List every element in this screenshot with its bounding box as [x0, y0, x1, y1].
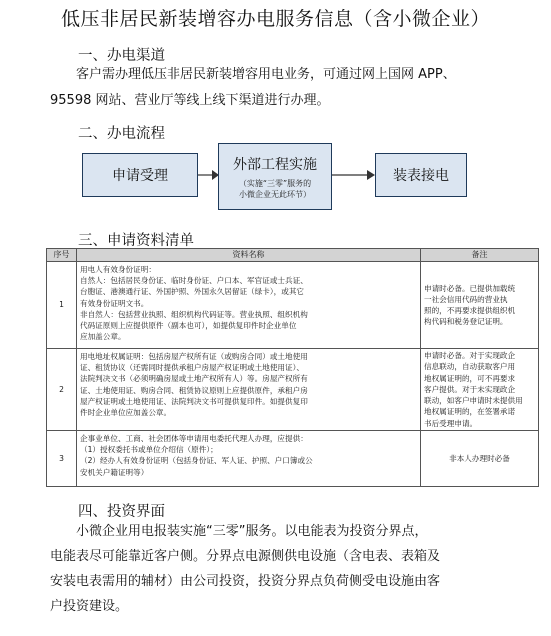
row-number: 2: [47, 349, 77, 431]
flow-step-label: 外部工程实施: [233, 156, 317, 173]
flow-step-meter-install: [375, 153, 467, 197]
flow-step-apply: [82, 153, 198, 197]
material-line: 自然人：包括居民身份证、临时身份证、户口本、军官证或士兵证、: [80, 276, 308, 286]
channels-heading: 一、办电渠道: [78, 48, 165, 64]
remark-line: 客户提供。对于未实现政企: [424, 384, 516, 394]
flow-step-external-works: [218, 143, 332, 210]
material-line: 有效身份证明文书。: [80, 298, 149, 308]
materials-heading: 三、申请资料清单: [78, 233, 194, 249]
interface-heading: 四、投资界面: [78, 504, 165, 520]
material-line: 证、土地使用证、购房合同、租赁协议原则上应提供原件，承租户房: [80, 385, 308, 395]
material-remark: [421, 349, 539, 431]
material-line: 代码证原则上应提供原件（副本也可），如提供复印件时企业单位: [80, 321, 297, 331]
material-line: （1）授权委托书或单位介绍信（原件）；: [80, 445, 218, 455]
remark-line: 地权属证明的，在签署承诺: [424, 407, 516, 417]
remark-line: 申请时必备。对于实现政企: [424, 351, 516, 361]
remark-line: 非本人办理时必备: [449, 453, 510, 463]
channels-line: 95598 网站、营业厅等线上线下渠道进行办理。: [50, 93, 330, 108]
remark-line: 地权属证明的，可不再要求: [424, 373, 516, 383]
process-heading: 二、办电流程: [78, 126, 165, 142]
flow-arrow-1: [198, 166, 220, 184]
interface-text: [50, 519, 530, 619]
remark-line: 构代码和税务登记证明。: [424, 317, 508, 327]
table-row: [47, 262, 539, 349]
interface-line: 户投资建设。: [50, 599, 129, 614]
material-name: [77, 349, 421, 431]
material-line: 企事业单位、工商、社会团体等申请用电委托代理人办理，应提供：: [80, 434, 308, 443]
flow-arrow-2: [332, 166, 376, 184]
interface-line: 电能表尽可能靠近客户侧。分界点电源侧供电设施（含电表、表箱及: [50, 549, 441, 564]
flow-note-line: （实施“三零”服务的: [238, 178, 312, 188]
material-remark: [421, 262, 539, 349]
column-header: 资料名称: [77, 249, 421, 262]
page-title: 低压非居民新装增容办电服务信息（含小微企业）: [60, 8, 490, 30]
flow-step-label: 装表接电: [393, 168, 449, 184]
table-row: [47, 431, 539, 487]
channels-text: [50, 62, 530, 114]
flow-note-line: 小微企业无此环节）: [238, 189, 311, 199]
flow-step-label: 申请受理: [112, 168, 168, 184]
material-name: [77, 262, 421, 349]
channels-line: 客户需办理低压非居民新装增容用电业务，可通过网上国网 APP、: [76, 67, 456, 82]
material-line: 证、租赁协议（还需同时提供承租户房屋产权证明或土地使用证）、: [80, 363, 305, 373]
remark-line: 申请时必备。已提供加载统: [424, 283, 516, 293]
flow-step-note: [239, 178, 311, 200]
table-row: [47, 349, 539, 431]
material-line: 台胞证、港澳通行证、外国护照、外国永久居留证（绿卡），或其它: [80, 287, 305, 297]
material-line: 应加盖公章。: [80, 332, 126, 342]
remark-line: 书后受理申请。: [424, 418, 478, 428]
materials-table: [46, 248, 539, 487]
column-header: 序号: [47, 249, 77, 262]
material-line: 非自然人：包括营业执照、组织机构代码证等。营业执照、组织机构: [80, 309, 308, 319]
material-line: 屋产权证明或土地使用证、法院判决文书可提供复印件。如提供复印: [80, 396, 308, 406]
material-line: 用电人有效身份证明：: [80, 265, 156, 274]
material-remark: [421, 431, 539, 487]
row-number: 1: [47, 262, 77, 349]
material-line: 用电地址权属证明：包括房屋产权所有证（或购房合同）或土地使用: [80, 352, 308, 361]
column-header: 备注: [421, 249, 539, 262]
remark-line: 信息联动，自动获取客户用: [424, 362, 516, 372]
interface-line: 安装电表需用的辅材）由公司投资，投资分界点负荷侧受电设施由客: [50, 574, 441, 589]
table-header-row: [47, 249, 539, 262]
row-number: 3: [47, 431, 77, 487]
remark-line: 照的，不再要求提供组织机: [424, 306, 516, 315]
interface-line: 小微企业用电报装实施“三零”服务。以电能表为投资分界点，: [76, 524, 428, 539]
material-name: [77, 431, 421, 487]
material-line: 安机关户籍证明等）: [80, 467, 149, 477]
remark-line: 一社会信用代码的营业执: [424, 294, 508, 304]
material-line: 法院判决文书（必须明确房屋或土地产权所有人）等。房屋产权所有: [80, 374, 308, 384]
material-line: 件时企业单位应加盖公章。: [80, 408, 172, 418]
material-line: （2）经办人有效身份证明（包括身份证、军人证、护照、户口簿或公: [80, 456, 313, 466]
remark-line: 联动，如客户申请时未提供用: [424, 396, 523, 406]
